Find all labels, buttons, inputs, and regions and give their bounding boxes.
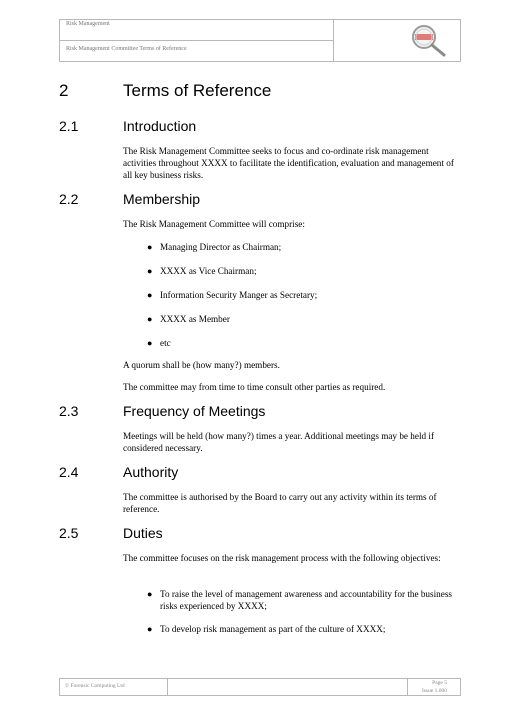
header-subtitle: Risk Management Committee Terms of Reference	[66, 46, 187, 52]
section-title: Authority	[123, 464, 179, 480]
paragraph: The Risk Management Committee seeks to focus and co-ordinate risk management activities throughout XXXX to facilitate the identification, evaluation and management of all key business risks.	[123, 146, 454, 180]
bullet-icon: ●	[147, 290, 153, 300]
section-title: Frequency of Meetings	[123, 403, 266, 419]
list-item-text: Managing Director as Chairman;	[160, 242, 282, 252]
footer-copyright: © Forensic Computing Ltd	[65, 683, 125, 689]
list-item-text: To raise the level of management awareness and accountability for the business risks experienced by XXXX;	[160, 589, 452, 611]
paragraph: The committee is authorised by the Board to carry out any activity within its terms of reference.	[123, 492, 437, 514]
section-number: 2.2	[59, 191, 79, 207]
footer-issue: Issue 1.000	[421, 688, 447, 694]
section-title: Membership	[123, 191, 201, 207]
section-number: 2.4	[59, 464, 79, 480]
section-title: Duties	[123, 525, 163, 541]
footer-middle-cell	[167, 679, 408, 695]
chapter-number: 2	[59, 81, 69, 100]
magnifier-risk-logo-icon	[406, 22, 452, 58]
bullet-icon: ●	[147, 266, 153, 276]
chapter-title: Terms of Reference	[123, 81, 272, 100]
page-footer	[59, 678, 461, 696]
section-number: 2.1	[59, 118, 79, 134]
list-item-text: To develop risk management as part of the culture of XXXX;	[160, 624, 386, 634]
footer-page-number: Page 5	[432, 680, 447, 686]
bullet-icon: ●	[147, 242, 153, 252]
section-title: Introduction	[123, 118, 197, 134]
bullet-icon: ●	[147, 589, 153, 599]
list-item-text: Information Security Manger as Secretary;	[160, 290, 318, 300]
header-title: Risk Management	[66, 21, 110, 27]
section-number: 2.5	[59, 525, 79, 541]
header-top-cell	[60, 20, 333, 41]
bullet-icon: ●	[147, 314, 153, 324]
paragraph: Meetings will be held (how many?) times a year. Additional meetings may be held if considered necessary.	[123, 431, 435, 453]
header-text-block	[60, 20, 334, 61]
paragraph: The committee may from time to time consult other parties as required.	[123, 382, 386, 392]
list-item-text: XXXX as Vice Chairman;	[160, 266, 257, 276]
footer-copyright-cell	[60, 679, 168, 695]
list-item-text: XXXX as Member	[160, 314, 230, 324]
list-item-text: etc	[160, 338, 171, 348]
section-number: 2.3	[59, 403, 79, 419]
paragraph: A quorum shall be (how many?) members.	[123, 360, 280, 370]
bullet-icon: ●	[147, 338, 153, 348]
paragraph: The Risk Management Committee will comprise:	[123, 219, 305, 229]
bullet-icon: ●	[147, 624, 153, 634]
paragraph: The committee focuses on the risk management process with the following objectives:	[123, 553, 441, 563]
page-header	[59, 19, 461, 62]
